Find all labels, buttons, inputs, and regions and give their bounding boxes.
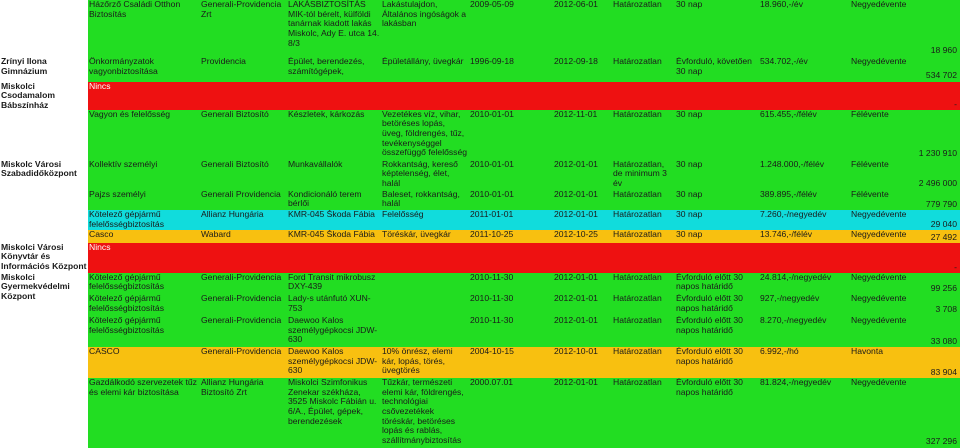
annual-total: 99 256 — [930, 282, 957, 293]
payment-period-total — [850, 347, 960, 378]
annual-total: 3 708 — [935, 304, 957, 315]
payment-period-total — [850, 294, 960, 316]
annual-total: 327 296 — [925, 436, 957, 447]
annual-total: - — [954, 261, 957, 272]
institution-cell — [0, 0, 88, 57]
insurance-type: Kötelező gépjármű felelősségbiztosítás — [89, 294, 164, 313]
duration: Határozatlan — [613, 347, 662, 357]
fee: 8.270,-/negyedév — [760, 316, 827, 326]
fee: 7.260,-/negyedév — [760, 210, 827, 220]
payment-period: Negyedévente — [851, 316, 907, 326]
start-date: 2010-01-01 — [470, 189, 514, 199]
institution-konyvtar: Miskolci Városi Könyvtár és Információs Központ — [1, 242, 87, 271]
duration: Határozatlan — [613, 316, 662, 326]
payment-period: Havonta — [851, 347, 884, 357]
payment-period-total — [850, 190, 960, 211]
insurance-type: Casco — [89, 230, 114, 240]
annual-total: 18 960 — [930, 45, 957, 56]
table-row — [0, 160, 960, 190]
start-date: 2011-01-01 — [470, 210, 514, 220]
insured-risk — [381, 294, 469, 316]
payment-period-total — [850, 273, 960, 295]
insurer: Generali-Providencia — [201, 347, 282, 357]
payment-period: Félévente — [851, 189, 889, 199]
notice-period: Évforduló előtt 30 napos határidő — [676, 316, 743, 335]
annual-total: 29 040 — [930, 218, 957, 229]
payment-period-total — [850, 0, 960, 57]
start-date: 2010-11-30 — [470, 272, 514, 282]
insured-object: Épület, berendezés, számítógépek, — [288, 56, 365, 76]
table-row — [0, 190, 960, 211]
table-row — [0, 110, 960, 160]
insurer: Providencia — [201, 56, 246, 66]
insurer: Generali-Providencia — [201, 294, 282, 304]
insurer: Generali Providencia — [201, 189, 281, 199]
insurer: Wabard — [201, 230, 231, 240]
payment-period: Negyedévente — [851, 378, 907, 388]
payment-period-total — [850, 110, 960, 160]
end-date: 2012-10-01 — [554, 347, 598, 357]
annual-total: 83 904 — [930, 366, 957, 377]
end-date: 2012-01-01 — [554, 316, 598, 326]
end-date: 2012-09-18 — [554, 56, 598, 66]
end-date: 2012-01-01 — [554, 294, 598, 304]
insurer: Generali Biztosító — [201, 109, 269, 119]
payment-period-total — [850, 378, 960, 448]
notice-period: 30 nap — [676, 210, 703, 220]
annual-total: 27 492 — [930, 231, 957, 242]
table-row — [0, 378, 960, 448]
insurance-type: Kötelező gépjármű felelősségbiztosítás — [89, 272, 164, 292]
insured-risk: Tűzkár, természeti elemi kár, földrengés, technológiai csővezetékek töréskár, betöréses lopás és rablás, szállítmánybiztosítás — [382, 378, 464, 445]
payment-period: Negyedévente — [851, 0, 907, 9]
institution-gyermekvedelmi: Miskolci Gyermekvédelmi Központ — [0, 273, 88, 448]
fee: 927,-/negyedév — [760, 294, 820, 304]
notice-period: 30 nap — [676, 109, 703, 119]
fee: 13.746,-/félév — [760, 230, 813, 240]
table-row — [0, 0, 960, 57]
insurance-type: Pajzs személyi — [89, 189, 146, 199]
institution-csodamalom: Miskolci Csodamalom Bábszínház — [0, 82, 88, 160]
insured-risk: Rokkantság, kereső képtelenség, élet, halál — [382, 159, 458, 188]
end-date: 2012-06-01 — [554, 0, 598, 9]
annual-total: 1 230 910 — [918, 147, 957, 158]
end-date: 2012-01-01 — [554, 159, 598, 169]
table-row — [0, 273, 960, 295]
insured-object: Munkavállalók — [288, 159, 343, 169]
table-row — [0, 230, 960, 242]
fee: 6.992,-/hó — [760, 347, 799, 357]
insurance-type: CASCO — [89, 347, 120, 357]
insurance-type: Kollektív személyi — [89, 159, 158, 169]
payment-period-total — [850, 210, 960, 230]
annual-total: 534 702 — [925, 70, 957, 81]
insurance-type: Házőrző Családi Otthon Biztosítás — [89, 0, 181, 19]
insurer: Generali-Providencia — [201, 272, 282, 282]
notice-period: Évforduló előtt 30 napos határidő — [676, 347, 743, 366]
insured-risk — [381, 273, 469, 295]
table-row — [0, 347, 960, 378]
payment-period-total — [850, 57, 960, 82]
insured-risk: Töréskár, üvegkár — [382, 230, 451, 240]
payment-period: Félévente — [851, 159, 889, 169]
start-date: 1996-09-18 — [470, 56, 514, 66]
notice-period: Évforduló előtt 30 napos határidő — [676, 294, 743, 313]
annual-total: 779 790 — [925, 198, 957, 209]
notice-period: Évforduló előtt 30 napos határidő — [676, 378, 743, 397]
end-date: 2012-01-01 — [554, 210, 598, 220]
payment-period: Negyedévente — [851, 272, 907, 282]
duration: Határozatlan — [613, 230, 662, 240]
insurance-type: Önkormányzatok vagyonbiztosítása — [89, 56, 158, 76]
insurer: Allianz Hungária Biztosító Zrt — [201, 378, 264, 397]
insured-object: Miskolci Szimfonikus Zenekar székháza, 3525 Miskolc Fábián u. 6/A., Épület, gépek, berendezések — [288, 378, 377, 426]
insured-object: Daewoo Kalos személygépkocsi JDW-630 — [288, 347, 378, 376]
fee: 24.814,-/negyedév — [760, 272, 832, 282]
insurance-type: Vagyon és felelősség — [89, 109, 171, 119]
table-row — [0, 57, 960, 82]
start-date: 2011-10-25 — [470, 230, 514, 240]
payment-period-total — [850, 230, 960, 242]
insured-risk: Épületállány, üvegkár — [382, 56, 464, 66]
insurance-type: Kötelező gépjármű felelősségbiztosítás — [89, 210, 164, 229]
payment-period: Negyedévente — [851, 230, 907, 240]
payment-period: Negyedévente — [851, 210, 907, 220]
payment-period-total — [850, 160, 960, 190]
start-date: 2010-01-01 — [470, 159, 514, 169]
fee: 1.248.000,-/félév — [760, 159, 825, 169]
notice-period: 30 nap — [676, 189, 703, 199]
insured-risk: Lakástulajdon, Általános ingóságok a lakásban — [382, 0, 467, 29]
insurer: Generali-Providencia Zrt — [201, 0, 282, 19]
insurer: Generali Biztosító — [201, 159, 269, 169]
start-date: 2004-10-15 — [470, 347, 514, 357]
payment-period-total — [850, 316, 960, 347]
duration: Határozatlan — [613, 0, 662, 9]
notice-period: Évforduló előtt 30 napos határidő — [676, 272, 743, 292]
table-row — [0, 82, 960, 110]
duration: Határozatlan — [613, 272, 662, 282]
insured-object: Lady-s utánfutó XUN-753 — [288, 294, 371, 313]
start-date: 2009-05-09 — [470, 0, 514, 9]
fee: 615.455,-/félév — [760, 109, 817, 119]
institution-zrinyi: Zrínyi Ilona Gimnázium — [0, 57, 88, 82]
annual-total: 2 496 000 — [918, 177, 957, 188]
fee: 534.702,-/év — [760, 56, 808, 66]
insured-risk: Felelősség — [382, 210, 424, 220]
insured-risk — [381, 316, 469, 347]
table-row — [0, 210, 960, 230]
insured-object: KMR-045 Škoda Fábia — [288, 230, 375, 240]
notice-period: 30 nap — [676, 0, 703, 9]
insured-object: Ford Transit mikrobusz DXY-439 — [288, 272, 376, 292]
duration: Határozatlan — [613, 189, 662, 199]
fee: 389.895,-/félév — [760, 189, 817, 199]
end-date: 2012-10-25 — [554, 230, 598, 240]
end-date: 2012-01-01 — [554, 189, 598, 199]
start-date: 2010-01-01 — [470, 109, 514, 119]
insurer: Generali-Providencia — [201, 316, 282, 326]
duration: Határozatlan — [613, 378, 662, 388]
end-date: 2012-01-01 — [554, 378, 598, 388]
duration: Határozatlan — [613, 56, 662, 66]
institution-szabadido: Miskolc Városi Szabadidőközpont — [0, 160, 88, 243]
duration: Határozatlan — [613, 210, 662, 220]
no-insurance-label: Nincs — [89, 242, 111, 252]
insurance-type: Gazdálkodó szervezetek tűz és elemi kár biztosítása — [89, 378, 197, 397]
insured-risk: 10% önrész, elemi kár, lopás, törés, üvegtörés — [382, 347, 453, 376]
insured-object: Készletek, kárkozás — [288, 109, 365, 119]
insurance-type: Kötelező gépjármű felelősségbiztosítás — [89, 316, 164, 335]
annual-total: 33 080 — [930, 335, 957, 346]
annual-total: - — [954, 99, 957, 110]
notice-period: Évforduló, követően 30 nap — [676, 56, 752, 76]
fee: 81.824,-/negyedév — [760, 378, 832, 388]
start-date: 2010-11-30 — [470, 316, 514, 326]
insured-object: Daewoo Kalos személygépkocsi JDW-630 — [288, 316, 378, 345]
start-date: 2010-11-30 — [470, 294, 514, 304]
insurer: Allianz Hungária — [201, 210, 264, 220]
fee: 18.960,-/év — [760, 0, 803, 9]
insured-object: Kondicionáló terem bérlői — [288, 189, 362, 209]
insured-object: LAKÁSBIZTOSÍTÁS MIK-tól bérelt, külföldi tanárnak kiadott lakás Miskolc, Ady E. utca 14. 8/3 — [288, 0, 380, 48]
no-insurance-label: Nincs — [89, 81, 111, 91]
payment-period: Negyedévente — [851, 294, 907, 304]
duration: Határozatlan, de minimum 3 év — [613, 159, 667, 188]
end-date: 2012-11-01 — [554, 109, 598, 119]
payment-period: Félévente — [851, 109, 889, 119]
table-row — [0, 294, 960, 316]
start-date: 2000.07.01 — [470, 378, 514, 388]
insured-object: KMR-045 Škoda Fábia — [288, 210, 375, 220]
insured-risk: Baleset, rokkantság, halál — [382, 189, 460, 209]
end-date: 2012-01-01 — [554, 272, 598, 282]
insured-risk: Vezetékes víz, vihar, betöréses lopás, üveg, földrengés, tűz, tevékenységgel összefüggő felelősség — [382, 109, 468, 158]
notice-period: 30 nap — [676, 230, 703, 240]
table-row — [0, 243, 960, 273]
table-row — [0, 316, 960, 347]
payment-period: Negyedévente — [851, 56, 907, 66]
notice-period: 30 nap — [676, 159, 703, 169]
duration: Határozatlan — [613, 294, 662, 304]
duration: Határozatlan — [613, 109, 662, 119]
